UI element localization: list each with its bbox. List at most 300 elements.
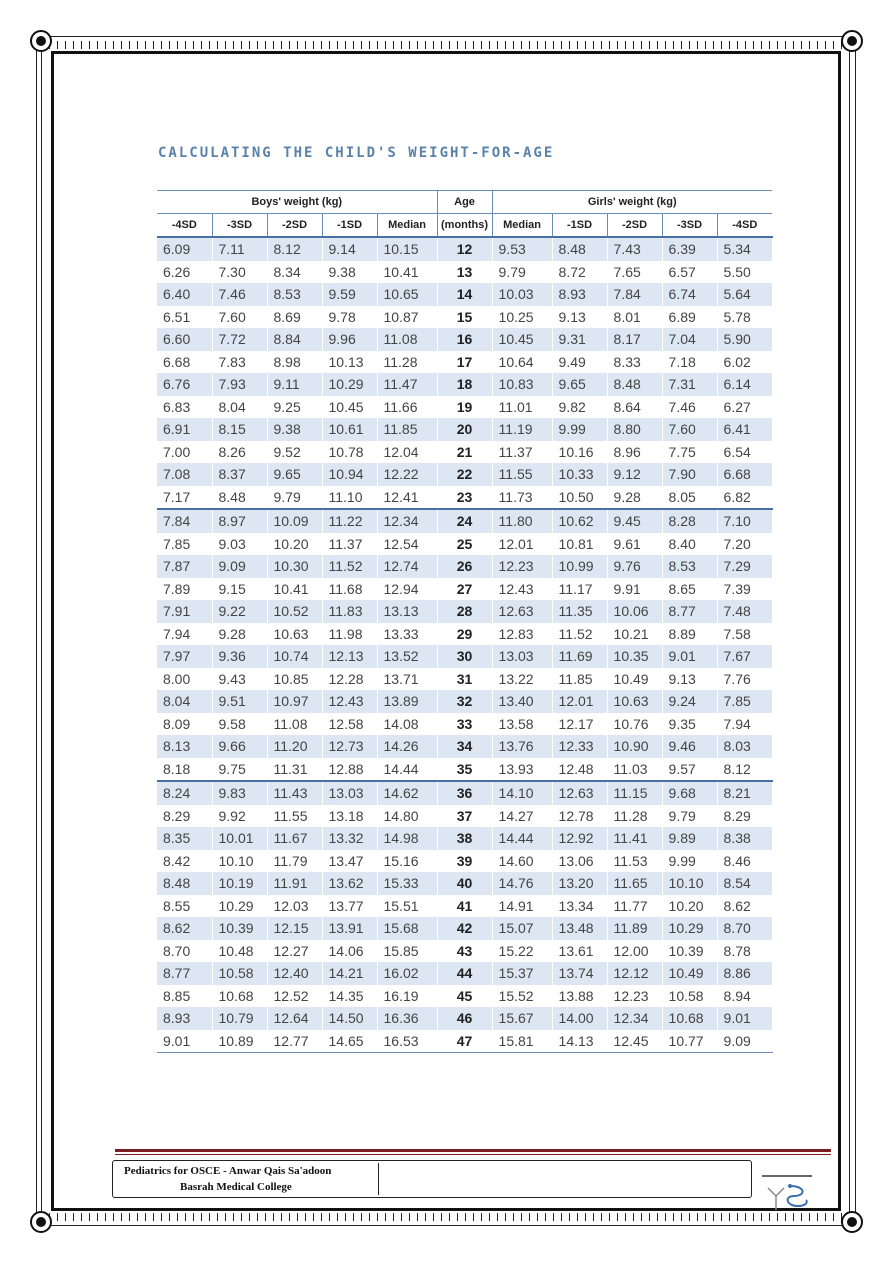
weight-cell: 16.19 xyxy=(377,985,437,1008)
age-cell: 13 xyxy=(437,261,492,284)
footer-divider xyxy=(378,1163,379,1195)
table-row xyxy=(157,351,772,374)
weight-cell: 9.65 xyxy=(267,463,322,486)
weight-cell: 8.12 xyxy=(717,758,772,782)
weight-cell: 8.13 xyxy=(157,735,212,758)
weight-cell: 8.24 xyxy=(157,781,212,805)
weight-cell: 6.27 xyxy=(717,396,772,419)
weight-cell: 9.13 xyxy=(552,306,607,329)
weight-cell: 9.11 xyxy=(267,373,322,396)
weight-cell: 8.53 xyxy=(267,283,322,306)
weight-cell: 10.29 xyxy=(322,373,377,396)
weight-cell: 12.12 xyxy=(607,962,662,985)
weight-cell: 7.85 xyxy=(157,533,212,556)
weight-cell: 14.76 xyxy=(492,872,552,895)
weight-cell: 11.89 xyxy=(607,917,662,940)
table-row xyxy=(157,690,772,713)
table-row xyxy=(157,373,772,396)
table-row xyxy=(157,600,772,623)
weight-cell: 11.20 xyxy=(267,735,322,758)
weight-cell: 6.89 xyxy=(662,306,717,329)
weight-cell: 8.97 xyxy=(212,509,267,533)
table-row xyxy=(157,328,772,351)
weight-cell: 7.11 xyxy=(212,237,267,261)
table-row xyxy=(157,509,772,533)
weight-cell: 12.01 xyxy=(552,690,607,713)
weight-cell: 10.61 xyxy=(322,418,377,441)
weight-cell: 8.85 xyxy=(157,985,212,1008)
weight-cell: 12.33 xyxy=(552,735,607,758)
weight-cell: 10.77 xyxy=(662,1030,717,1053)
weight-cell: 8.29 xyxy=(717,805,772,828)
weight-cell: 7.48 xyxy=(717,600,772,623)
weight-cell: 13.77 xyxy=(322,895,377,918)
weight-cell: 12.34 xyxy=(377,509,437,533)
weight-cell: 11.53 xyxy=(607,850,662,873)
weight-cell: 8.89 xyxy=(662,623,717,646)
weight-cell: 15.37 xyxy=(492,962,552,985)
weight-cell: 12.01 xyxy=(492,533,552,556)
weight-cell: 10.25 xyxy=(492,306,552,329)
weight-cell: 7.10 xyxy=(717,509,772,533)
weight-cell: 9.76 xyxy=(607,555,662,578)
weight-cell: 7.60 xyxy=(212,306,267,329)
weight-cell: 6.68 xyxy=(717,463,772,486)
weight-cell: 9.79 xyxy=(492,261,552,284)
table-row xyxy=(157,895,772,918)
weight-cell: 14.91 xyxy=(492,895,552,918)
weight-cell: 10.13 xyxy=(322,351,377,374)
weight-cell: 8.93 xyxy=(157,1007,212,1030)
table-row xyxy=(157,645,772,668)
table-group-header xyxy=(157,191,772,214)
weight-cell: 9.91 xyxy=(607,578,662,601)
weight-cell: 7.17 xyxy=(157,486,212,510)
page-title: CALCULATING THE CHILD'S WEIGHT-FOR-AGE xyxy=(158,145,555,161)
weight-cell: 8.12 xyxy=(267,237,322,261)
weight-cell: 9.79 xyxy=(662,805,717,828)
age-cell: 32 xyxy=(437,690,492,713)
weight-cell: 12.45 xyxy=(607,1030,662,1053)
weight-cell: 8.77 xyxy=(157,962,212,985)
weight-cell: 6.54 xyxy=(717,441,772,464)
age-cell: 22 xyxy=(437,463,492,486)
age-cell: 47 xyxy=(437,1030,492,1053)
weight-cell: 15.68 xyxy=(377,917,437,940)
weight-cell: 10.64 xyxy=(492,351,552,374)
weight-cell: 11.35 xyxy=(552,600,607,623)
table-row xyxy=(157,940,772,963)
age-cell: 37 xyxy=(437,805,492,828)
footer-rule xyxy=(115,1149,831,1152)
table-row xyxy=(157,441,772,464)
weight-cell: 13.58 xyxy=(492,713,552,736)
corner-ornament-icon xyxy=(841,1211,863,1233)
column-header: -4SD xyxy=(717,214,772,238)
weight-cell: 11.73 xyxy=(492,486,552,510)
weight-cell: 10.30 xyxy=(267,555,322,578)
weight-cell: 11.10 xyxy=(322,486,377,510)
weight-cell: 13.40 xyxy=(492,690,552,713)
weight-cell: 13.88 xyxy=(552,985,607,1008)
age-cell: 26 xyxy=(437,555,492,578)
weight-cell: 9.99 xyxy=(552,418,607,441)
weight-cell: 7.60 xyxy=(662,418,717,441)
weight-cell: 10.78 xyxy=(322,441,377,464)
weight-cell: 10.03 xyxy=(492,283,552,306)
weight-cell: 10.99 xyxy=(552,555,607,578)
weight-cell: 7.97 xyxy=(157,645,212,668)
table-body xyxy=(157,237,772,1053)
age-cell: 25 xyxy=(437,533,492,556)
weight-cell: 14.08 xyxy=(377,713,437,736)
weight-cell: 8.38 xyxy=(717,827,772,850)
boys-weight-header: Boys' weight (kg) xyxy=(157,191,437,214)
weight-cell: 9.82 xyxy=(552,396,607,419)
weight-cell: 7.04 xyxy=(662,328,717,351)
weight-cell: 13.61 xyxy=(552,940,607,963)
weight-cell: 10.29 xyxy=(212,895,267,918)
weight-cell: 9.01 xyxy=(662,645,717,668)
table-row xyxy=(157,306,772,329)
weight-cell: 12.63 xyxy=(492,600,552,623)
weight-cell: 12.54 xyxy=(377,533,437,556)
weight-cell: 8.35 xyxy=(157,827,212,850)
weight-cell: 13.13 xyxy=(377,600,437,623)
weight-cell: 6.09 xyxy=(157,237,212,261)
weight-cell: 10.01 xyxy=(212,827,267,850)
weight-cell: 13.52 xyxy=(377,645,437,668)
weight-cell: 10.52 xyxy=(267,600,322,623)
weight-cell: 13.47 xyxy=(322,850,377,873)
weight-cell: 9.57 xyxy=(662,758,717,782)
weight-cell: 10.15 xyxy=(377,237,437,261)
age-cell: 45 xyxy=(437,985,492,1008)
weight-cell: 10.19 xyxy=(212,872,267,895)
column-header: -4SD xyxy=(157,214,212,238)
weight-cell: 12.00 xyxy=(607,940,662,963)
age-cell: 33 xyxy=(437,713,492,736)
weight-cell: 16.36 xyxy=(377,1007,437,1030)
weight-cell: 9.14 xyxy=(322,237,377,261)
weight-cell: 15.67 xyxy=(492,1007,552,1030)
weight-cell: 7.29 xyxy=(717,555,772,578)
table-row xyxy=(157,261,772,284)
weight-cell: 8.78 xyxy=(717,940,772,963)
weight-cell: 13.22 xyxy=(492,668,552,691)
weight-cell: 11.52 xyxy=(322,555,377,578)
age-cell: 24 xyxy=(437,509,492,533)
weight-cell: 13.71 xyxy=(377,668,437,691)
weight-cell: 10.58 xyxy=(662,985,717,1008)
weight-cell: 8.42 xyxy=(157,850,212,873)
weight-cell: 11.55 xyxy=(267,805,322,828)
weight-cell: 6.74 xyxy=(662,283,717,306)
weight-cell: 8.34 xyxy=(267,261,322,284)
caduceus-logo-icon xyxy=(760,1174,814,1214)
age-cell: 44 xyxy=(437,962,492,985)
weight-cell: 11.01 xyxy=(492,396,552,419)
weight-cell: 7.08 xyxy=(157,463,212,486)
weight-cell: 9.12 xyxy=(607,463,662,486)
age-cell: 12 xyxy=(437,237,492,261)
weight-cell: 6.51 xyxy=(157,306,212,329)
weight-cell: 10.35 xyxy=(607,645,662,668)
weight-cell: 11.85 xyxy=(377,418,437,441)
weight-cell: 15.52 xyxy=(492,985,552,1008)
weight-cell: 13.76 xyxy=(492,735,552,758)
weight-cell: 11.68 xyxy=(322,578,377,601)
weight-cell: 6.91 xyxy=(157,418,212,441)
weight-cell: 11.79 xyxy=(267,850,322,873)
weight-cell: 11.08 xyxy=(377,328,437,351)
table-row xyxy=(157,578,772,601)
age-cell: 28 xyxy=(437,600,492,623)
weight-cell: 12.15 xyxy=(267,917,322,940)
weight-cell: 12.94 xyxy=(377,578,437,601)
age-cell: 43 xyxy=(437,940,492,963)
weight-cell: 7.83 xyxy=(212,351,267,374)
weight-cell: 9.53 xyxy=(492,237,552,261)
weight-cell: 10.29 xyxy=(662,917,717,940)
weight-cell: 9.09 xyxy=(717,1030,772,1053)
weight-cell: 11.15 xyxy=(607,781,662,805)
age-cell: 38 xyxy=(437,827,492,850)
weight-cell: 11.28 xyxy=(377,351,437,374)
weight-cell: 8.09 xyxy=(157,713,212,736)
weight-cell: 13.03 xyxy=(322,781,377,805)
weight-cell: 9.66 xyxy=(212,735,267,758)
weight-cell: 11.28 xyxy=(607,805,662,828)
weight-cell: 9.59 xyxy=(322,283,377,306)
weight-cell: 9.36 xyxy=(212,645,267,668)
weight-cell: 9.24 xyxy=(662,690,717,713)
column-header: -3SD xyxy=(212,214,267,238)
weight-cell: 10.49 xyxy=(607,668,662,691)
weight-cell: 12.64 xyxy=(267,1007,322,1030)
table-row xyxy=(157,486,772,510)
weight-cell: 7.00 xyxy=(157,441,212,464)
weight-cell: 11.65 xyxy=(607,872,662,895)
weight-cell: 10.65 xyxy=(377,283,437,306)
weight-cell: 8.48 xyxy=(157,872,212,895)
table-row xyxy=(157,237,772,261)
weight-cell: 11.55 xyxy=(492,463,552,486)
weight-cell: 9.58 xyxy=(212,713,267,736)
age-cell: 19 xyxy=(437,396,492,419)
weight-cell: 9.78 xyxy=(322,306,377,329)
weight-cell: 14.80 xyxy=(377,805,437,828)
weight-cell: 12.73 xyxy=(322,735,377,758)
weight-cell: 7.67 xyxy=(717,645,772,668)
girls-weight-header: Girls' weight (kg) xyxy=(492,191,772,214)
table-row xyxy=(157,850,772,873)
weight-cell: 9.25 xyxy=(267,396,322,419)
weight-cell: 13.32 xyxy=(322,827,377,850)
weight-cell: 9.83 xyxy=(212,781,267,805)
weight-cell: 16.02 xyxy=(377,962,437,985)
age-cell: 42 xyxy=(437,917,492,940)
table-row xyxy=(157,623,772,646)
table-row xyxy=(157,805,772,828)
weight-cell: 11.22 xyxy=(322,509,377,533)
weight-cell: 7.31 xyxy=(662,373,717,396)
weight-cell: 9.38 xyxy=(322,261,377,284)
weight-cell: 8.28 xyxy=(662,509,717,533)
weight-cell: 10.68 xyxy=(662,1007,717,1030)
corner-ornament-icon xyxy=(30,1211,52,1233)
weight-cell: 12.41 xyxy=(377,486,437,510)
weight-cell: 9.92 xyxy=(212,805,267,828)
weight-cell: 8.64 xyxy=(607,396,662,419)
weight-cell: 13.20 xyxy=(552,872,607,895)
weight-cell: 12.74 xyxy=(377,555,437,578)
weight-cell: 12.88 xyxy=(322,758,377,782)
weight-cell: 11.41 xyxy=(607,827,662,850)
table-column-header xyxy=(157,214,772,238)
table-row xyxy=(157,985,772,1008)
corner-ornament-icon xyxy=(30,30,52,52)
table-row xyxy=(157,758,772,782)
weight-cell: 10.90 xyxy=(607,735,662,758)
weight-cell: 10.76 xyxy=(607,713,662,736)
weight-cell: 8.48 xyxy=(607,373,662,396)
table-row xyxy=(157,917,772,940)
weight-cell: 10.79 xyxy=(212,1007,267,1030)
weight-cell: 9.31 xyxy=(552,328,607,351)
weight-cell: 8.86 xyxy=(717,962,772,985)
weight-cell: 8.40 xyxy=(662,533,717,556)
weight-cell: 11.03 xyxy=(607,758,662,782)
weight-cell: 14.06 xyxy=(322,940,377,963)
weight-for-age-table xyxy=(157,190,773,1053)
weight-cell: 9.15 xyxy=(212,578,267,601)
weight-cell: 7.72 xyxy=(212,328,267,351)
age-cell: 34 xyxy=(437,735,492,758)
weight-cell: 10.58 xyxy=(212,962,267,985)
corner-ornament-icon xyxy=(841,30,863,52)
weight-cell: 14.00 xyxy=(552,1007,607,1030)
weight-cell: 8.00 xyxy=(157,668,212,691)
weight-cell: 12.77 xyxy=(267,1030,322,1053)
weight-cell: 8.04 xyxy=(157,690,212,713)
weight-cell: 15.51 xyxy=(377,895,437,918)
weight-cell: 9.01 xyxy=(157,1030,212,1053)
weight-cell: 9.79 xyxy=(267,486,322,510)
age-cell: 27 xyxy=(437,578,492,601)
weight-cell: 7.43 xyxy=(607,237,662,261)
weight-cell: 14.62 xyxy=(377,781,437,805)
weight-cell: 6.60 xyxy=(157,328,212,351)
weight-cell: 12.58 xyxy=(322,713,377,736)
weight-cell: 7.46 xyxy=(662,396,717,419)
age-header: Age xyxy=(437,191,492,214)
weight-cell: 11.17 xyxy=(552,578,607,601)
weight-cell: 8.37 xyxy=(212,463,267,486)
table-row xyxy=(157,735,772,758)
weight-cell: 10.49 xyxy=(662,962,717,985)
weight-cell: 14.44 xyxy=(377,758,437,782)
weight-cell: 14.98 xyxy=(377,827,437,850)
weight-cell: 13.34 xyxy=(552,895,607,918)
weight-cell: 14.60 xyxy=(492,850,552,873)
weight-cell: 9.38 xyxy=(267,418,322,441)
weight-cell: 10.81 xyxy=(552,533,607,556)
weight-cell: 10.50 xyxy=(552,486,607,510)
weight-cell: 10.97 xyxy=(267,690,322,713)
weight-cell: 9.61 xyxy=(607,533,662,556)
weight-cell: 9.01 xyxy=(717,1007,772,1030)
weight-cell: 8.53 xyxy=(662,555,717,578)
weight-cell: 11.19 xyxy=(492,418,552,441)
weight-cell: 11.85 xyxy=(552,668,607,691)
weight-cell: 7.75 xyxy=(662,441,717,464)
weight-cell: 8.96 xyxy=(607,441,662,464)
weight-cell: 14.21 xyxy=(322,962,377,985)
weight-cell: 10.41 xyxy=(377,261,437,284)
weight-cell: 9.52 xyxy=(267,441,322,464)
weight-cell: 5.34 xyxy=(717,237,772,261)
weight-cell: 8.26 xyxy=(212,441,267,464)
column-header: -2SD xyxy=(267,214,322,238)
age-cell: 46 xyxy=(437,1007,492,1030)
weight-cell: 12.27 xyxy=(267,940,322,963)
weight-cell: 8.84 xyxy=(267,328,322,351)
weight-cell: 14.10 xyxy=(492,781,552,805)
weight-cell: 10.63 xyxy=(267,623,322,646)
footer-rule xyxy=(115,1154,831,1155)
weight-cell: 12.48 xyxy=(552,758,607,782)
weight-cell: 8.55 xyxy=(157,895,212,918)
weight-cell: 9.45 xyxy=(607,509,662,533)
weight-cell: 5.78 xyxy=(717,306,772,329)
weight-cell: 14.35 xyxy=(322,985,377,1008)
weight-cell: 15.07 xyxy=(492,917,552,940)
weight-cell: 6.57 xyxy=(662,261,717,284)
weight-cell: 10.83 xyxy=(492,373,552,396)
weight-cell: 11.66 xyxy=(377,396,437,419)
weight-cell: 8.18 xyxy=(157,758,212,782)
weight-cell: 10.10 xyxy=(662,872,717,895)
weight-cell: 10.16 xyxy=(552,441,607,464)
weight-cell: 8.05 xyxy=(662,486,717,510)
table-row xyxy=(157,962,772,985)
weight-cell: 8.54 xyxy=(717,872,772,895)
age-cell: 35 xyxy=(437,758,492,782)
weight-cell: 10.45 xyxy=(492,328,552,351)
weight-cell: 7.58 xyxy=(717,623,772,646)
column-header: -1SD xyxy=(322,214,377,238)
weight-cell: 7.90 xyxy=(662,463,717,486)
weight-cell: 7.84 xyxy=(157,509,212,533)
weight-cell: 12.43 xyxy=(492,578,552,601)
weight-cell: 10.68 xyxy=(212,985,267,1008)
weight-cell: 12.52 xyxy=(267,985,322,1008)
weight-cell: 13.89 xyxy=(377,690,437,713)
weight-cell: 14.44 xyxy=(492,827,552,850)
age-cell: 36 xyxy=(437,781,492,805)
weight-cell: 11.83 xyxy=(322,600,377,623)
weight-cell: 9.28 xyxy=(607,486,662,510)
weight-cell: 10.39 xyxy=(662,940,717,963)
weight-cell: 6.26 xyxy=(157,261,212,284)
column-header: -3SD xyxy=(662,214,717,238)
weight-cell: 13.33 xyxy=(377,623,437,646)
weight-cell: 7.18 xyxy=(662,351,717,374)
weight-cell: 12.03 xyxy=(267,895,322,918)
weight-cell: 13.48 xyxy=(552,917,607,940)
age-cell: 23 xyxy=(437,486,492,510)
